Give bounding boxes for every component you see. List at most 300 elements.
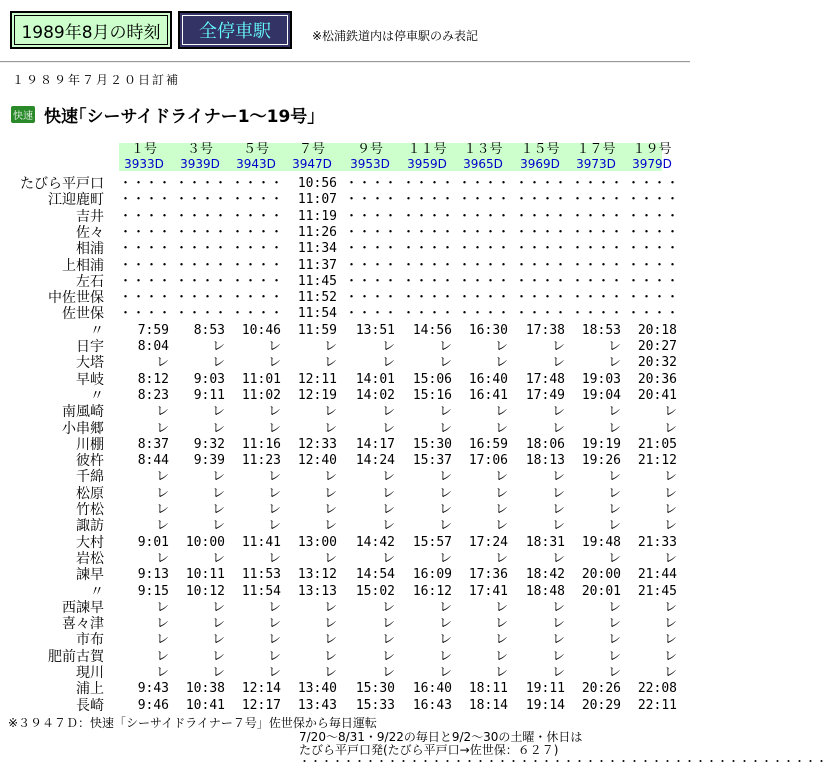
time-cell: ・・・・ bbox=[345, 241, 398, 257]
time-cell: レ bbox=[551, 665, 565, 680]
time-cell: 13:43 bbox=[297, 697, 337, 713]
time-cell: レ bbox=[323, 355, 337, 371]
train-code: 3959D bbox=[407, 157, 447, 171]
time-cell: レ bbox=[438, 469, 452, 485]
time-cell: レ bbox=[155, 665, 169, 680]
time-cell: ・・・・ bbox=[175, 224, 228, 240]
time-cell: レ bbox=[323, 616, 337, 632]
time-cell: 12:19 bbox=[297, 387, 337, 403]
time-cell: ・・・・ bbox=[231, 208, 284, 224]
time-cell: 21:44 bbox=[637, 567, 677, 583]
station-name: 肥前古賀 bbox=[48, 648, 104, 665]
time-cell: ・・・・ bbox=[119, 273, 172, 289]
time-cell: ・・・・ bbox=[345, 290, 398, 306]
time-cell: ・・・・ bbox=[458, 306, 511, 322]
train-number: ５号 bbox=[242, 142, 269, 157]
time-cell: ・・・・ bbox=[119, 192, 172, 208]
time-cell: 9:11 bbox=[193, 387, 225, 403]
time-cell: ・・・・ bbox=[231, 176, 284, 191]
time-cell: レ bbox=[663, 420, 677, 436]
station-name: 江迎鹿町 bbox=[48, 192, 104, 209]
time-cell: レ bbox=[267, 632, 281, 648]
footnote-2: 7/20～8/31・9/22の毎日と9/2～30の土曜・休日は bbox=[299, 730, 583, 744]
time-cell: 20:26 bbox=[581, 681, 621, 697]
time-cell: 20:01 bbox=[581, 583, 621, 599]
time-cell: ・・・・ bbox=[402, 257, 455, 273]
time-cell: レ bbox=[323, 518, 337, 534]
time-cell: 14:54 bbox=[355, 567, 395, 583]
time-cell: レ bbox=[494, 518, 508, 534]
time-cell: 16:43 bbox=[412, 697, 452, 713]
time-cell: レ bbox=[607, 355, 621, 371]
time-cell: 17:48 bbox=[525, 371, 565, 387]
time-cell: レ bbox=[155, 420, 169, 436]
time-cell: レ bbox=[323, 502, 337, 517]
train-code: 3953D bbox=[350, 157, 390, 171]
time-cell: レ bbox=[607, 485, 621, 501]
time-cell: 18:48 bbox=[525, 583, 565, 599]
time-cell: ・・・・ bbox=[231, 306, 284, 322]
time-cell: ・・・・ bbox=[175, 257, 228, 273]
station-name: 浦上 bbox=[76, 681, 104, 698]
time-cell: レ bbox=[211, 616, 225, 632]
time-cell: レ bbox=[323, 404, 337, 420]
time-cell: レ bbox=[267, 550, 281, 566]
time-cell: ・・・・ bbox=[231, 192, 284, 208]
all-stops-tab-label: 全停車駅 bbox=[199, 21, 271, 42]
time-cell: ・・・・ bbox=[458, 241, 511, 257]
station-name: 吉井 bbox=[76, 208, 104, 225]
time-cell: ・・・・ bbox=[571, 273, 624, 289]
time-cell: レ bbox=[551, 355, 565, 371]
time-cell: ・・・・ bbox=[175, 273, 228, 289]
time-cell: ・・・・ bbox=[402, 224, 455, 240]
time-cell: ・・・・ bbox=[458, 224, 511, 240]
time-cell: ・・・・ bbox=[175, 176, 228, 191]
time-cell: レ bbox=[211, 339, 225, 354]
time-cell: 17:06 bbox=[468, 453, 508, 469]
train-number: １５号 bbox=[520, 142, 560, 157]
time-cell: ・・・・ bbox=[345, 192, 398, 208]
station-name: 〃 bbox=[90, 322, 104, 339]
time-cell: レ bbox=[551, 550, 565, 566]
time-cell: レ bbox=[381, 550, 395, 566]
time-cell: レ bbox=[211, 420, 225, 436]
time-cell: レ bbox=[551, 616, 565, 632]
time-cell: ・・・・ bbox=[571, 290, 624, 306]
time-cell: レ bbox=[381, 648, 395, 664]
time-cell: 18:13 bbox=[525, 453, 565, 469]
train-name-title: 快速｢シーサイドライナー1～19号｣ bbox=[44, 107, 316, 127]
time-cell: 21:12 bbox=[637, 453, 677, 469]
time-cell: 11:16 bbox=[241, 436, 281, 452]
time-cell: レ bbox=[607, 599, 621, 615]
time-cell: ・・・・ bbox=[345, 257, 398, 273]
time-cell: レ bbox=[494, 648, 508, 664]
time-cell: レ bbox=[438, 518, 452, 534]
time-cell: ・・・・ bbox=[627, 241, 680, 257]
train-number: ９号 bbox=[356, 142, 383, 157]
time-cell: ・・・・ bbox=[515, 176, 568, 191]
train-number: ３号 bbox=[186, 142, 213, 157]
time-cell: レ bbox=[381, 485, 395, 501]
time-cell: ・・・・ bbox=[402, 208, 455, 224]
time-cell: ・・・・ bbox=[458, 273, 511, 289]
time-cell: レ bbox=[494, 355, 508, 371]
time-cell: レ bbox=[438, 404, 452, 420]
time-cell: レ bbox=[663, 469, 677, 485]
station-name: 諏訪 bbox=[76, 518, 104, 535]
time-cell: レ bbox=[267, 420, 281, 436]
time-cell: レ bbox=[267, 599, 281, 615]
station-name: 現川 bbox=[76, 665, 104, 681]
time-cell: レ bbox=[663, 518, 677, 534]
time-cell: ・・・・ bbox=[627, 257, 680, 273]
time-cell: レ bbox=[155, 632, 169, 648]
time-cell: レ bbox=[381, 355, 395, 371]
time-cell: レ bbox=[494, 404, 508, 420]
time-cell: ・・・・ bbox=[571, 257, 624, 273]
station-name: 大村 bbox=[76, 534, 104, 551]
time-cell: 9:39 bbox=[193, 453, 225, 469]
time-cell: 15:37 bbox=[412, 453, 452, 469]
time-cell: レ bbox=[494, 665, 508, 680]
time-cell: レ bbox=[267, 404, 281, 420]
time-cell: 13:13 bbox=[297, 583, 337, 599]
time-cell: 21:33 bbox=[637, 534, 677, 550]
time-cell: 15:16 bbox=[412, 387, 452, 403]
time-cell: 21:45 bbox=[637, 583, 677, 599]
station-name: 早岐 bbox=[76, 371, 104, 388]
station-name: 左石 bbox=[76, 273, 104, 290]
time-cell: 17:49 bbox=[525, 387, 565, 403]
time-cell: 11:53 bbox=[241, 567, 281, 583]
train-number: １９号 bbox=[632, 142, 672, 157]
time-cell: ・・・・ bbox=[571, 208, 624, 224]
time-cell: レ bbox=[155, 355, 169, 371]
time-cell: ・・・・ bbox=[402, 241, 455, 257]
rapid-badge-icon: 快速 bbox=[11, 106, 35, 123]
time-cell: ・・・・ bbox=[515, 273, 568, 289]
time-cell: レ bbox=[381, 502, 395, 517]
time-cell: ・・・・ bbox=[571, 241, 624, 257]
time-cell: 11:02 bbox=[241, 387, 281, 403]
time-cell: ・・・・ bbox=[119, 306, 172, 322]
time-cell: 11:07 bbox=[297, 192, 337, 208]
all-stops-tab[interactable] bbox=[178, 11, 292, 49]
time-cell: ・・・・ bbox=[627, 290, 680, 306]
time-cell: レ bbox=[551, 339, 565, 354]
time-cell: 14:17 bbox=[355, 436, 395, 452]
time-cell: 13:00 bbox=[297, 534, 337, 550]
time-cell: レ bbox=[551, 469, 565, 485]
time-cell: レ bbox=[267, 355, 281, 371]
time-cell: ・・・・ bbox=[119, 224, 172, 240]
train-number: １７号 bbox=[576, 142, 616, 157]
time-cell: ・・・・ bbox=[119, 257, 172, 273]
time-cell: ・・・・ bbox=[402, 273, 455, 289]
time-cell: ・・・・ bbox=[119, 290, 172, 306]
time-cell: 8:37 bbox=[137, 436, 169, 452]
time-cell: 19:04 bbox=[581, 387, 621, 403]
station-name: 佐世保 bbox=[62, 306, 104, 323]
station-name: 上相浦 bbox=[62, 257, 104, 274]
time-cell: レ bbox=[607, 502, 621, 517]
time-cell: レ bbox=[267, 518, 281, 534]
time-cell: レ bbox=[381, 632, 395, 648]
time-cell: レ bbox=[381, 518, 395, 534]
revised-date: １９８９年７月２０日訂補 bbox=[12, 73, 181, 87]
station-name: 〃 bbox=[90, 583, 104, 600]
time-cell: 11:26 bbox=[297, 224, 337, 240]
time-cell: レ bbox=[607, 665, 621, 680]
period-tab-label: 1989年8月の時刻 bbox=[21, 22, 161, 43]
time-cell: レ bbox=[438, 420, 452, 436]
time-cell: 18:42 bbox=[525, 567, 565, 583]
footnote-3: たびら平戸口発(たびら平戸口→佐世保：６２７) bbox=[299, 743, 559, 757]
time-cell: ・・・・ bbox=[119, 208, 172, 224]
train-code: 3939D bbox=[180, 157, 220, 171]
time-cell: 16:40 bbox=[468, 371, 508, 387]
time-cell: レ bbox=[211, 632, 225, 648]
time-cell: ・・・・ bbox=[571, 306, 624, 322]
footnote-4: ・・・・・・・・・・・・・・・・・・・・・・・・・・・・・・・・・・・・・・・・・・・・・・・・ bbox=[299, 755, 827, 768]
time-cell: レ bbox=[607, 339, 621, 354]
time-cell: 15:57 bbox=[412, 534, 452, 550]
time-cell: ・・・・ bbox=[402, 192, 455, 208]
time-cell: ・・・・ bbox=[458, 257, 511, 273]
time-cell: 10:11 bbox=[185, 567, 225, 583]
time-cell: 13:40 bbox=[297, 681, 337, 697]
time-cell: レ bbox=[438, 355, 452, 371]
time-cell: レ bbox=[155, 550, 169, 566]
station-name: 諫早 bbox=[76, 567, 104, 584]
time-cell: 13:12 bbox=[297, 567, 337, 583]
time-cell: レ bbox=[494, 550, 508, 566]
time-cell: 14:56 bbox=[412, 322, 452, 338]
time-cell: レ bbox=[551, 485, 565, 501]
time-cell: レ bbox=[323, 339, 337, 354]
station-name: 岩松 bbox=[76, 550, 104, 567]
time-cell: ・・・・ bbox=[571, 192, 624, 208]
time-cell: ・・・・ bbox=[515, 208, 568, 224]
time-cell: 10:00 bbox=[185, 534, 225, 550]
time-cell: 9:32 bbox=[193, 436, 225, 452]
time-cell: 18:11 bbox=[468, 681, 508, 697]
time-cell: レ bbox=[155, 485, 169, 501]
time-cell: レ bbox=[155, 648, 169, 664]
time-cell: レ bbox=[494, 616, 508, 632]
time-cell: 20:00 bbox=[581, 567, 621, 583]
time-cell: 14:02 bbox=[355, 387, 395, 403]
time-cell: 19:48 bbox=[581, 534, 621, 550]
time-cell: 9:15 bbox=[137, 583, 169, 599]
time-cell: 11:37 bbox=[297, 257, 337, 273]
time-cell: レ bbox=[551, 648, 565, 664]
time-cell: ・・・・ bbox=[458, 208, 511, 224]
time-cell: 10:12 bbox=[185, 583, 225, 599]
time-cell: レ bbox=[155, 469, 169, 485]
time-cell: ・・・・ bbox=[458, 192, 511, 208]
train-code: 3979D bbox=[632, 157, 672, 171]
time-cell: レ bbox=[211, 648, 225, 664]
time-cell: ・・・・ bbox=[402, 306, 455, 322]
time-cell: レ bbox=[607, 469, 621, 485]
time-cell: 11:54 bbox=[297, 306, 337, 322]
time-cell: ・・・・ bbox=[231, 241, 284, 257]
time-cell: レ bbox=[607, 420, 621, 436]
time-cell: 7:59 bbox=[137, 322, 169, 338]
time-cell: レ bbox=[438, 599, 452, 615]
time-cell: ・・・・ bbox=[175, 241, 228, 257]
train-code: 3943D bbox=[236, 157, 276, 171]
time-cell: レ bbox=[494, 420, 508, 436]
top-note: ※松浦鉄道内は停車駅のみ表記 bbox=[312, 29, 479, 43]
time-cell: ・・・・ bbox=[571, 176, 624, 191]
time-cell: レ bbox=[663, 485, 677, 501]
time-cell: 14:24 bbox=[355, 453, 395, 469]
time-cell: 16:41 bbox=[468, 387, 508, 403]
time-cell: レ bbox=[323, 420, 337, 436]
time-cell: 11:19 bbox=[297, 208, 337, 224]
time-cell: ・・・・ bbox=[627, 273, 680, 289]
time-cell: 10:41 bbox=[185, 697, 225, 713]
time-cell: レ bbox=[438, 648, 452, 664]
time-cell: 21:05 bbox=[637, 436, 677, 452]
time-cell: 8:44 bbox=[137, 453, 169, 469]
train-code: 3947D bbox=[292, 157, 332, 171]
time-cell: レ bbox=[267, 502, 281, 517]
time-cell: レ bbox=[211, 550, 225, 566]
time-cell: レ bbox=[663, 648, 677, 664]
time-cell: レ bbox=[381, 469, 395, 485]
time-cell: 11:01 bbox=[241, 371, 281, 387]
train-number: １３号 bbox=[463, 142, 503, 157]
time-cell: レ bbox=[551, 420, 565, 436]
time-cell: 17:36 bbox=[468, 567, 508, 583]
time-cell: レ bbox=[494, 632, 508, 648]
time-cell: ・・・・ bbox=[515, 241, 568, 257]
time-cell: 17:41 bbox=[468, 583, 508, 599]
station-name: 彼杵 bbox=[76, 453, 104, 470]
time-cell: ・・・・ bbox=[515, 192, 568, 208]
station-name: 喜々津 bbox=[62, 616, 104, 633]
time-cell: ・・・・ bbox=[627, 208, 680, 224]
time-cell: レ bbox=[267, 648, 281, 664]
time-cell: レ bbox=[438, 632, 452, 648]
time-cell: ・・・・ bbox=[627, 224, 680, 240]
time-cell: レ bbox=[381, 599, 395, 615]
time-cell: ・・・・ bbox=[231, 290, 284, 306]
time-cell: 8:12 bbox=[137, 371, 169, 387]
time-cell: レ bbox=[663, 550, 677, 566]
time-cell: レ bbox=[663, 616, 677, 632]
time-cell: レ bbox=[438, 339, 452, 354]
time-cell: 16:30 bbox=[468, 322, 508, 338]
time-cell: 11:45 bbox=[297, 273, 337, 289]
station-name: 松原 bbox=[76, 485, 104, 502]
time-cell: レ bbox=[438, 550, 452, 566]
time-cell: 19:14 bbox=[525, 697, 565, 713]
time-cell: 18:53 bbox=[581, 322, 621, 338]
time-cell: レ bbox=[323, 469, 337, 485]
time-cell: レ bbox=[607, 404, 621, 420]
time-cell: レ bbox=[323, 648, 337, 664]
time-cell: レ bbox=[267, 339, 281, 354]
footnote-1: ※３９４７Ｄ：快速「シーサイドライナー７号」佐世保から毎日運転 bbox=[8, 716, 377, 730]
time-cell: レ bbox=[607, 648, 621, 664]
time-cell: 10:46 bbox=[241, 322, 281, 338]
time-cell: 16:09 bbox=[412, 567, 452, 583]
divider bbox=[0, 61, 690, 63]
time-cell: ・・・・ bbox=[231, 224, 284, 240]
time-cell: ・・・・ bbox=[345, 306, 398, 322]
time-cell: 9:43 bbox=[137, 681, 169, 697]
time-cell: ・・・・ bbox=[571, 224, 624, 240]
time-cell: レ bbox=[663, 665, 677, 680]
time-cell: レ bbox=[155, 616, 169, 632]
time-cell: ・・・・ bbox=[458, 290, 511, 306]
time-cell: 22:08 bbox=[637, 681, 677, 697]
station-name: 竹松 bbox=[76, 502, 104, 518]
time-cell: 10:38 bbox=[185, 681, 225, 697]
time-cell: レ bbox=[155, 599, 169, 615]
time-cell: レ bbox=[323, 485, 337, 501]
time-cell: 12:17 bbox=[241, 697, 281, 713]
time-cell: レ bbox=[381, 420, 395, 436]
time-cell: 20:36 bbox=[637, 371, 677, 387]
time-cell: レ bbox=[381, 616, 395, 632]
time-cell: レ bbox=[211, 485, 225, 501]
time-cell: 12:11 bbox=[297, 371, 337, 387]
time-cell: レ bbox=[607, 550, 621, 566]
train-code: 3969D bbox=[520, 157, 560, 171]
time-cell: 9:03 bbox=[193, 371, 225, 387]
time-cell: ・・・・ bbox=[175, 192, 228, 208]
time-cell: ・・・・ bbox=[175, 208, 228, 224]
train-code: 3973D bbox=[576, 157, 616, 171]
time-cell: レ bbox=[551, 404, 565, 420]
time-cell: レ bbox=[267, 665, 281, 680]
station-name: 市布 bbox=[76, 632, 104, 649]
time-cell: 8:53 bbox=[193, 322, 225, 338]
time-cell: 9:46 bbox=[137, 697, 169, 713]
time-cell: レ bbox=[663, 632, 677, 648]
time-cell: レ bbox=[663, 502, 677, 517]
time-cell: 12:40 bbox=[297, 453, 337, 469]
time-cell: レ bbox=[267, 616, 281, 632]
time-cell: ・・・・ bbox=[231, 273, 284, 289]
time-cell: ・・・・ bbox=[627, 192, 680, 208]
time-cell: レ bbox=[551, 599, 565, 615]
time-cell: ・・・・ bbox=[402, 290, 455, 306]
time-cell: レ bbox=[494, 502, 508, 517]
time-cell: レ bbox=[663, 404, 677, 420]
time-cell: 20:18 bbox=[637, 322, 677, 338]
time-cell: レ bbox=[211, 469, 225, 485]
train-code: 3933D bbox=[124, 157, 164, 171]
period-tab[interactable] bbox=[10, 11, 172, 49]
time-cell: 20:27 bbox=[637, 339, 677, 354]
time-cell: 11:52 bbox=[297, 290, 337, 306]
time-cell: レ bbox=[494, 485, 508, 501]
time-cell: レ bbox=[607, 632, 621, 648]
time-cell: レ bbox=[211, 665, 225, 680]
time-cell: 9:01 bbox=[137, 534, 169, 550]
time-cell: レ bbox=[607, 616, 621, 632]
time-cell: レ bbox=[211, 518, 225, 534]
station-name: 川棚 bbox=[76, 436, 104, 453]
